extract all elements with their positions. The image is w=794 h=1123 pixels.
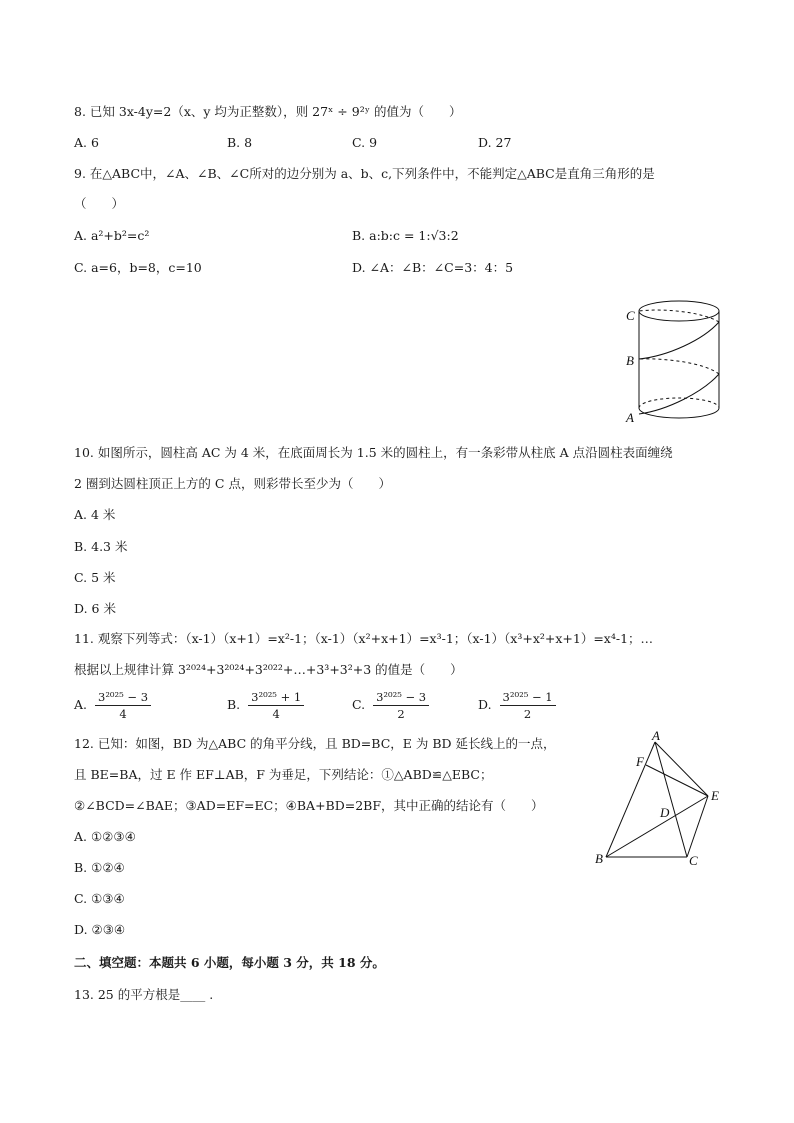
q9-option-c: C. a=6，b=8，c=10 (74, 260, 202, 275)
q9-answer-paren: （ ） (74, 196, 125, 211)
q8-stem: 8. 已知 3x-4y=2（x、y 均为正整数），则 27ˣ ÷ 9²ʸ 的值为（ ） (74, 104, 462, 119)
ribbon-upper-front (639, 322, 719, 359)
label-a: A (652, 730, 660, 743)
q11-stem-line1: 11. 观察下列等式：（x-1）（x+1）=x²-1；（x-1）（x²+x+1）=x³-1；（x-1）（x³+x²+x+1）=x⁴-1；… (74, 631, 654, 646)
label-d: D (660, 805, 670, 820)
section-2-heading: 二、填空题：本题共 6 小题，每小题 3 分，共 18 分。 (74, 955, 385, 970)
cylinder-bottom-front (639, 408, 719, 418)
q10-option-c: C. 5 米 (74, 570, 116, 585)
q11-option-a-letter: A. (74, 697, 88, 712)
q8-option-b: B. 8 (227, 135, 253, 150)
cylinder-figure (618, 292, 738, 432)
ribbon-lower-front (639, 374, 719, 414)
q10-stem-line1: 10. 如图所示，圆柱高 AC 为 4 米，在底面周长为 1.5 米的圆柱上，有一条彩带从柱底 A 点沿圆柱表面缠绕 (74, 445, 673, 460)
q11-option-a-numerator: 3²⁰²⁵ − 3 (95, 690, 151, 706)
q11-option-a (74, 690, 155, 721)
q12-option-c: C. ①③④ (74, 891, 125, 906)
label-f: F (636, 754, 644, 769)
q8-option-a: A. 6 (74, 135, 99, 150)
label-e: E (711, 788, 719, 803)
q12-stem-line1: 12. 已知：如图，BD 为△ABC 的角平分线，且 BD=BC，E 为 BD 延长线上的一点， (74, 736, 556, 751)
q11-option-c-letter: C. (352, 697, 366, 712)
q12-option-b: B. ①②④ (74, 860, 125, 875)
q9-stem: 9. 在△ABC中，∠A、∠B、∠C所对的边分别为 a、b、c,下列条件中，不能判定△ABC是直角三角形的是 (74, 166, 655, 181)
q10-option-a: A. 4 米 (74, 507, 116, 522)
q11-option-d-fraction (500, 690, 556, 721)
q13-stem: 13. 25 的平方根是____ . (74, 987, 214, 1002)
segment-ac (655, 742, 687, 857)
label-b: B (626, 353, 634, 368)
label-c: C (689, 853, 698, 868)
q12-option-d: D. ②③④ (74, 922, 126, 937)
q12-stem-line2: 且 BE=BA，过 E 作 EF⊥AB，F 为垂足，下列结论：①△ABD≌△EBC； (74, 767, 493, 782)
q10-stem-line2: 2 圈到达圆柱顶正上方的 C 点，则彩带长至少为（ ） (74, 476, 391, 491)
q10-option-b: B. 4.3 米 (74, 539, 128, 554)
q10-option-d: D. 6 米 (74, 601, 116, 616)
q11-option-c-denominator: 2 (397, 707, 405, 721)
segment-be (606, 796, 708, 857)
q9-option-b: B. a:b:c = 1:√3:2 (352, 228, 459, 243)
label-a: A (626, 410, 634, 425)
ribbon-upper-back (639, 310, 719, 322)
q11-option-b-letter: B. (227, 697, 241, 712)
ribbon-lower-back (639, 359, 719, 374)
cylinder-top-ellipse (639, 301, 719, 321)
label-c: C (626, 308, 635, 323)
q8-option-d: D. 27 (478, 135, 512, 150)
segment-ab (606, 742, 655, 857)
q11-option-a-fraction (95, 690, 151, 721)
q11-option-c (352, 690, 433, 721)
q11-option-b-fraction (248, 690, 304, 721)
q11-option-b-numerator: 3²⁰²⁵ + 1 (248, 690, 304, 706)
cylinder-bottom-back (639, 398, 719, 408)
q11-option-d-denominator: 2 (523, 707, 532, 721)
q11-option-a-denominator: 4 (119, 707, 127, 721)
q12-stem-line3: ②∠BCD=∠BAE；③AD=EF=EC；④BA+BD=2BF，其中正确的结论有（ ） (74, 798, 544, 813)
triangle-figure (592, 730, 732, 870)
q9-option-d: D. ∠A：∠B：∠C=3：4：5 (352, 260, 514, 275)
q12-option-a: A. ①②③④ (74, 829, 136, 844)
label-b: B (595, 851, 603, 866)
q11-option-c-numerator: 3²⁰²⁵ − 3 (373, 690, 429, 706)
q11-option-d-letter: D. (478, 697, 492, 712)
segment-fe (646, 765, 708, 796)
q9-option-a: A. a²+b²=c² (74, 228, 150, 243)
segment-ce (687, 796, 708, 857)
q11-option-b (227, 690, 308, 721)
q11-option-b-denominator: 4 (272, 707, 280, 721)
q11-option-c-fraction (373, 690, 429, 721)
q11-stem-line2: 根据以上规律计算 3²⁰²⁴+3²⁰²⁴+3²⁰²²+…+3³+3²+3 的值是（ ） (74, 662, 463, 677)
q8-option-c: C. 9 (352, 135, 378, 150)
q11-option-d-numerator: 3²⁰²⁵ − 1 (500, 690, 556, 706)
q11-option-d (478, 690, 560, 721)
